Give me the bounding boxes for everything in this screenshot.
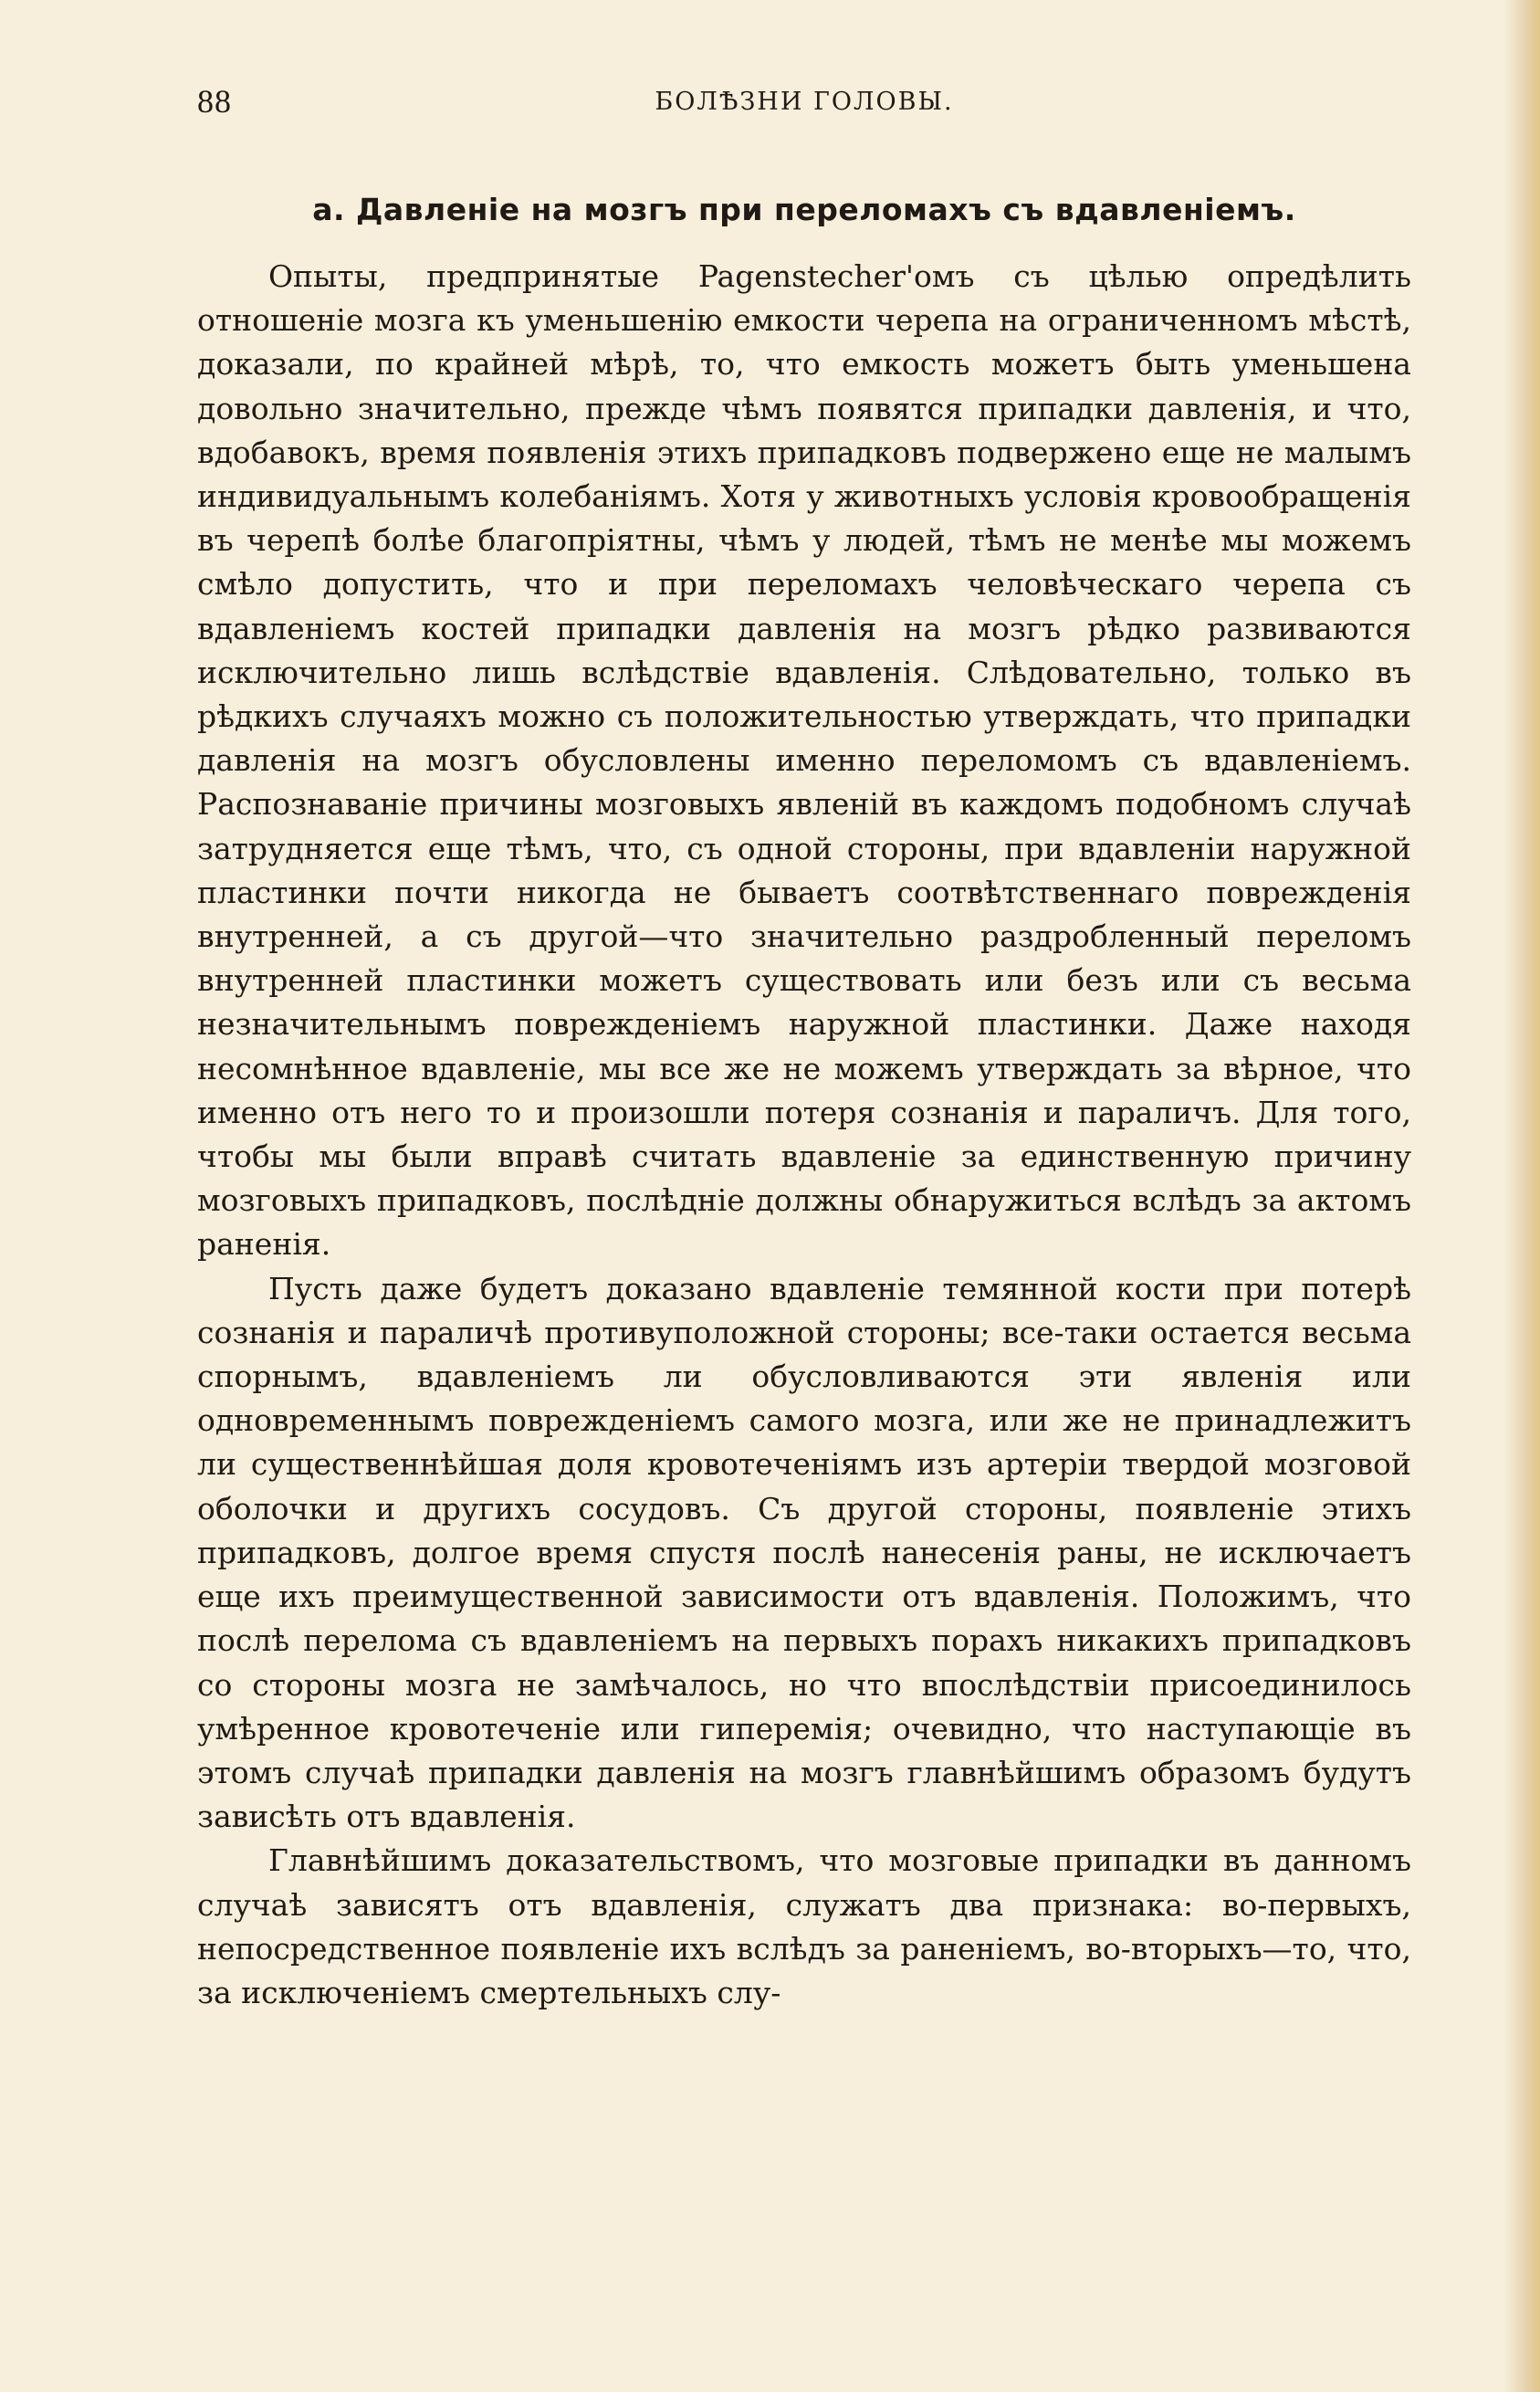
page-content — [197, 82, 1411, 2015]
paragraph-1: Опыты, предпринятые Pagenstecher'омъ съ цѣлью опредѣлить отношеніе мозга къ уменьшенію емкости черепа на ограниченномъ мѣстѣ, доказали, по крайней мѣрѣ, то, что емкость можетъ быть уменьшена довольно значительно, прежде чѣмъ появятся припадки давленія, и что, вдобавокъ, время появленія этихъ припадковъ подвержено еще не малымъ индивидуальнымъ колебаніямъ. Хотя у животныхъ условія кровообращенія въ черепѣ болѣе благопріятны, чѣмъ у людей, тѣмъ не менѣе мы можемъ смѣло допустить, что и при переломахъ человѣческаго черепа съ вдавленіемъ костей припадки давленія на мозгъ рѣдко развиваются исключительно лишь вслѣдствіе вдавленія. Слѣдовательно, только въ рѣдкихъ случаяхъ можно съ положительностью утверждать, что припадки давленія на мозгъ обусловлены именно переломомъ съ вдавленіемъ. Распознаваніе причины мозговыхъ явленій въ каждомъ подобномъ случаѣ затрудняется еще тѣмъ, что, съ одной стороны, при вдавленіи наружной пластинки почти никогда не бываетъ соотвѣтственнаго поврежденія внутренней, а съ другой—что значительно раздробленный переломъ внутренней пластинки можетъ существовать или безъ или съ весьма незначительнымъ поврежденіемъ наружной пластинки. Даже находя несомнѣнное вдавленіе, мы все же не можемъ утверждать за вѣрное, что именно отъ него то и произошли потеря сознанія и параличъ. Для того, чтобы мы были вправѣ считать вдавленіе за единственную причину мозговыхъ припадковъ, послѣдніе должны обнаружиться вслѣдъ за актомъ раненія. — [197, 258, 1411, 1263]
paragraph-2: Пусть даже будетъ доказано вдавленіе темянной кости при потерѣ сознанія и параличѣ противуположной стороны; все-таки остается весьма спорнымъ, вдавленіемъ ли обусловливаются эти явленія или одновременнымъ поврежденіемъ самого мозга, или же не принадлежитъ ли существеннѣйшая доля кровотеченіямъ изъ артеріи твердой мозговой оболочки и другихъ сосудовъ. Съ другой стороны, появленіе этихъ припадковъ, долгое время спустя послѣ нанесенія раны, не исключаетъ еще ихъ преимущественной зависимости отъ вдавленія. Положимъ, что послѣ перелома съ вдавленіемъ на первыхъ порахъ никакихъ припадковъ со стороны мозга не замѣчалось, но что впослѣдствіи присоединилось умѣренное кровотеченіе или гиперемія; очевидно, что наступающіе въ этомъ случаѣ припадки давленія на мозгъ главнѣйшимъ образомъ будутъ зависѣть отъ вдавленія. — [197, 1270, 1411, 1835]
section-heading: a. Давленіе на мозгъ при переломахъ съ вдавленіемъ. — [312, 192, 1296, 227]
page-header — [197, 82, 1411, 128]
paragraph-3: Главнѣйшимъ доказательствомъ, что мозговые припадки въ данномъ случаѣ зависятъ отъ вдавленія, служатъ два признака: во-первыхъ, непосредственное появленіе ихъ вслѣдъ за раненіемъ, во-вторыхъ—то, что, за исключеніемъ смертельныхъ слу- — [197, 1842, 1411, 2010]
page-number: 88 — [197, 83, 232, 120]
running-title: БОЛѢЗНИ ГОЛОВЫ. — [655, 88, 954, 116]
